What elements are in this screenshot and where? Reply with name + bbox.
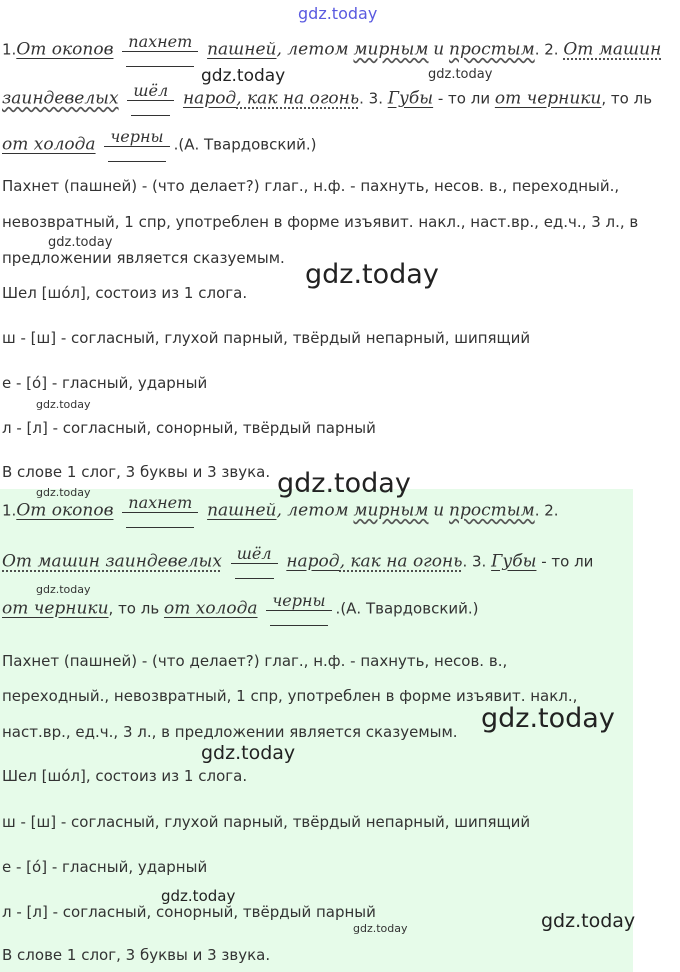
plain-text: , летом — [276, 39, 349, 60]
circumstance-word: от черники — [2, 598, 109, 619]
plain-text: . 2. — [534, 501, 559, 520]
plain-text: - то ли — [536, 552, 594, 571]
sentence-line-3 — [2, 592, 479, 626]
watermark: gdz.today — [428, 67, 493, 82]
sentence-line-3 — [2, 128, 317, 162]
double-underline-mark — [270, 611, 327, 626]
object-word: пашней — [207, 500, 277, 521]
author-citation: .(А. Твардовский.) — [173, 135, 317, 154]
analysis-text: ш - [ш] - согласный, глухой парный, твёрдый непарный, шипящий — [2, 813, 531, 831]
predicate-fraction — [231, 545, 278, 579]
predicate-fraction — [122, 494, 198, 528]
subject-word: Губы — [491, 551, 537, 572]
predicate-word: пахнет — [122, 33, 198, 52]
plain-text: и — [433, 500, 445, 521]
plain-text: . 3. — [462, 552, 487, 571]
double-underline-mark — [126, 52, 194, 67]
predicate-word: шёл — [127, 82, 174, 101]
sentence-line-1 — [2, 494, 559, 528]
analysis-text: переходный., невозвратный, 1 спр, употреблен в форме изъявит. накл., — [2, 687, 578, 705]
attribute-word: мирным — [353, 39, 429, 60]
predicate-fraction — [127, 82, 174, 116]
plain-text: , то ль — [601, 89, 653, 108]
subject-word: народ — [182, 88, 237, 109]
watermark: gdz.today — [298, 4, 378, 23]
double-underline-mark — [108, 147, 165, 162]
sentence-number: 1. — [2, 40, 17, 59]
double-underline-mark — [131, 101, 170, 116]
circumstance-word: От окопов — [16, 39, 114, 60]
analysis-text: е - [о́] - гласный, ударный — [2, 858, 208, 876]
predicate-word: черны — [266, 592, 331, 611]
analysis-text: Шел [шо́л], состоиз из 1 слога. — [2, 284, 248, 302]
watermark: gdz.today — [201, 66, 286, 86]
author-citation: .(А. Твардовский.) — [335, 599, 479, 618]
attribute-word: заиндевелых — [2, 88, 119, 109]
predicate-word: пахнет — [122, 494, 198, 513]
subject-word: народ — [286, 551, 340, 572]
analysis-text: Шел [шо́л], состоиз из 1 слога. — [2, 767, 248, 785]
double-underline-mark — [235, 564, 274, 579]
watermark: gdz.today — [36, 486, 91, 499]
predicate-fraction — [104, 128, 169, 162]
watermark: gdz.today — [481, 703, 615, 734]
watermark: gdz.today — [36, 398, 91, 411]
sentence-number: 3. — [368, 89, 383, 108]
circumstance-word: От машин — [563, 39, 662, 60]
analysis-text: л - [л] - согласный, сонорный, твёрдый парный — [2, 419, 376, 437]
circumstance-word: , как на огонь — [339, 551, 463, 572]
analysis-text: невозвратный, 1 спр, употреблен в форме изъявит. накл., наст.вр., ед.ч., 3 л., в — [2, 213, 639, 231]
circumstance-word: , как на огонь — [236, 88, 360, 109]
predicate-word: шёл — [231, 545, 278, 564]
analysis-text: ш - [ш] - согласный, глухой парный, твёрдый непарный, шипящий — [2, 329, 531, 347]
watermark: gdz.today — [353, 922, 408, 935]
watermark: gdz.today — [541, 910, 636, 932]
circumstance-word: от черники — [494, 88, 602, 109]
watermark: gdz.today — [161, 887, 236, 905]
sentence-number: 1. — [2, 501, 17, 520]
plain-text: и — [433, 39, 445, 60]
analysis-text: предложении является сказуемым. — [2, 249, 285, 267]
watermark: gdz.today — [36, 583, 91, 596]
subject-word: Губы — [387, 88, 434, 109]
watermark: gdz.today — [305, 259, 439, 290]
plain-text: . — [534, 40, 545, 59]
watermark: gdz.today — [48, 235, 113, 250]
analysis-text: В слове 1 слог, 3 буквы и 3 звука. — [2, 946, 271, 964]
plain-text: . — [359, 89, 369, 108]
double-underline-mark — [126, 513, 194, 528]
watermark: gdz.today — [277, 468, 411, 499]
circumstance-word: от холода — [2, 134, 96, 155]
attribute-word: простым — [449, 500, 535, 521]
attribute-word: простым — [449, 39, 535, 60]
analysis-text: Пахнет (пашней) - (что делает?) глаг., н.ф. - пахнуть, несов. в., переходный., — [2, 177, 620, 195]
analysis-text: В слове 1 слог, 3 буквы и 3 звука. — [2, 463, 271, 481]
plain-text: - то ли — [433, 89, 495, 108]
sentence-line-2 — [2, 82, 652, 116]
analysis-text: е - [о́] - гласный, ударный — [2, 374, 208, 392]
watermark: gdz.today — [201, 742, 296, 764]
predicate-fraction — [122, 33, 198, 67]
sentence-line-2 — [2, 545, 593, 579]
sentence-line-1 — [2, 33, 661, 67]
circumstance-word: от холода — [163, 598, 258, 619]
plain-text: , летом — [276, 500, 349, 521]
predicate-word: черны — [104, 128, 169, 147]
circumstance-word: От машин заиндевелых — [2, 551, 222, 572]
analysis-text: Пахнет (пашней) - (что делает?) глаг., н.ф. - пахнуть, несов. в., — [2, 652, 508, 670]
attribute-word: мирным — [353, 500, 429, 521]
sentence-number: 2. — [544, 40, 559, 59]
object-word: пашней — [207, 39, 277, 60]
circumstance-word: От окопов — [16, 500, 114, 521]
analysis-text: наст.вр., ед.ч., 3 л., в предложении является сказуемым. — [2, 723, 458, 741]
predicate-fraction — [266, 592, 331, 626]
plain-text: , то ль — [108, 599, 160, 618]
analysis-text: л - [л] - согласный, сонорный, твёрдый парный — [2, 903, 376, 921]
